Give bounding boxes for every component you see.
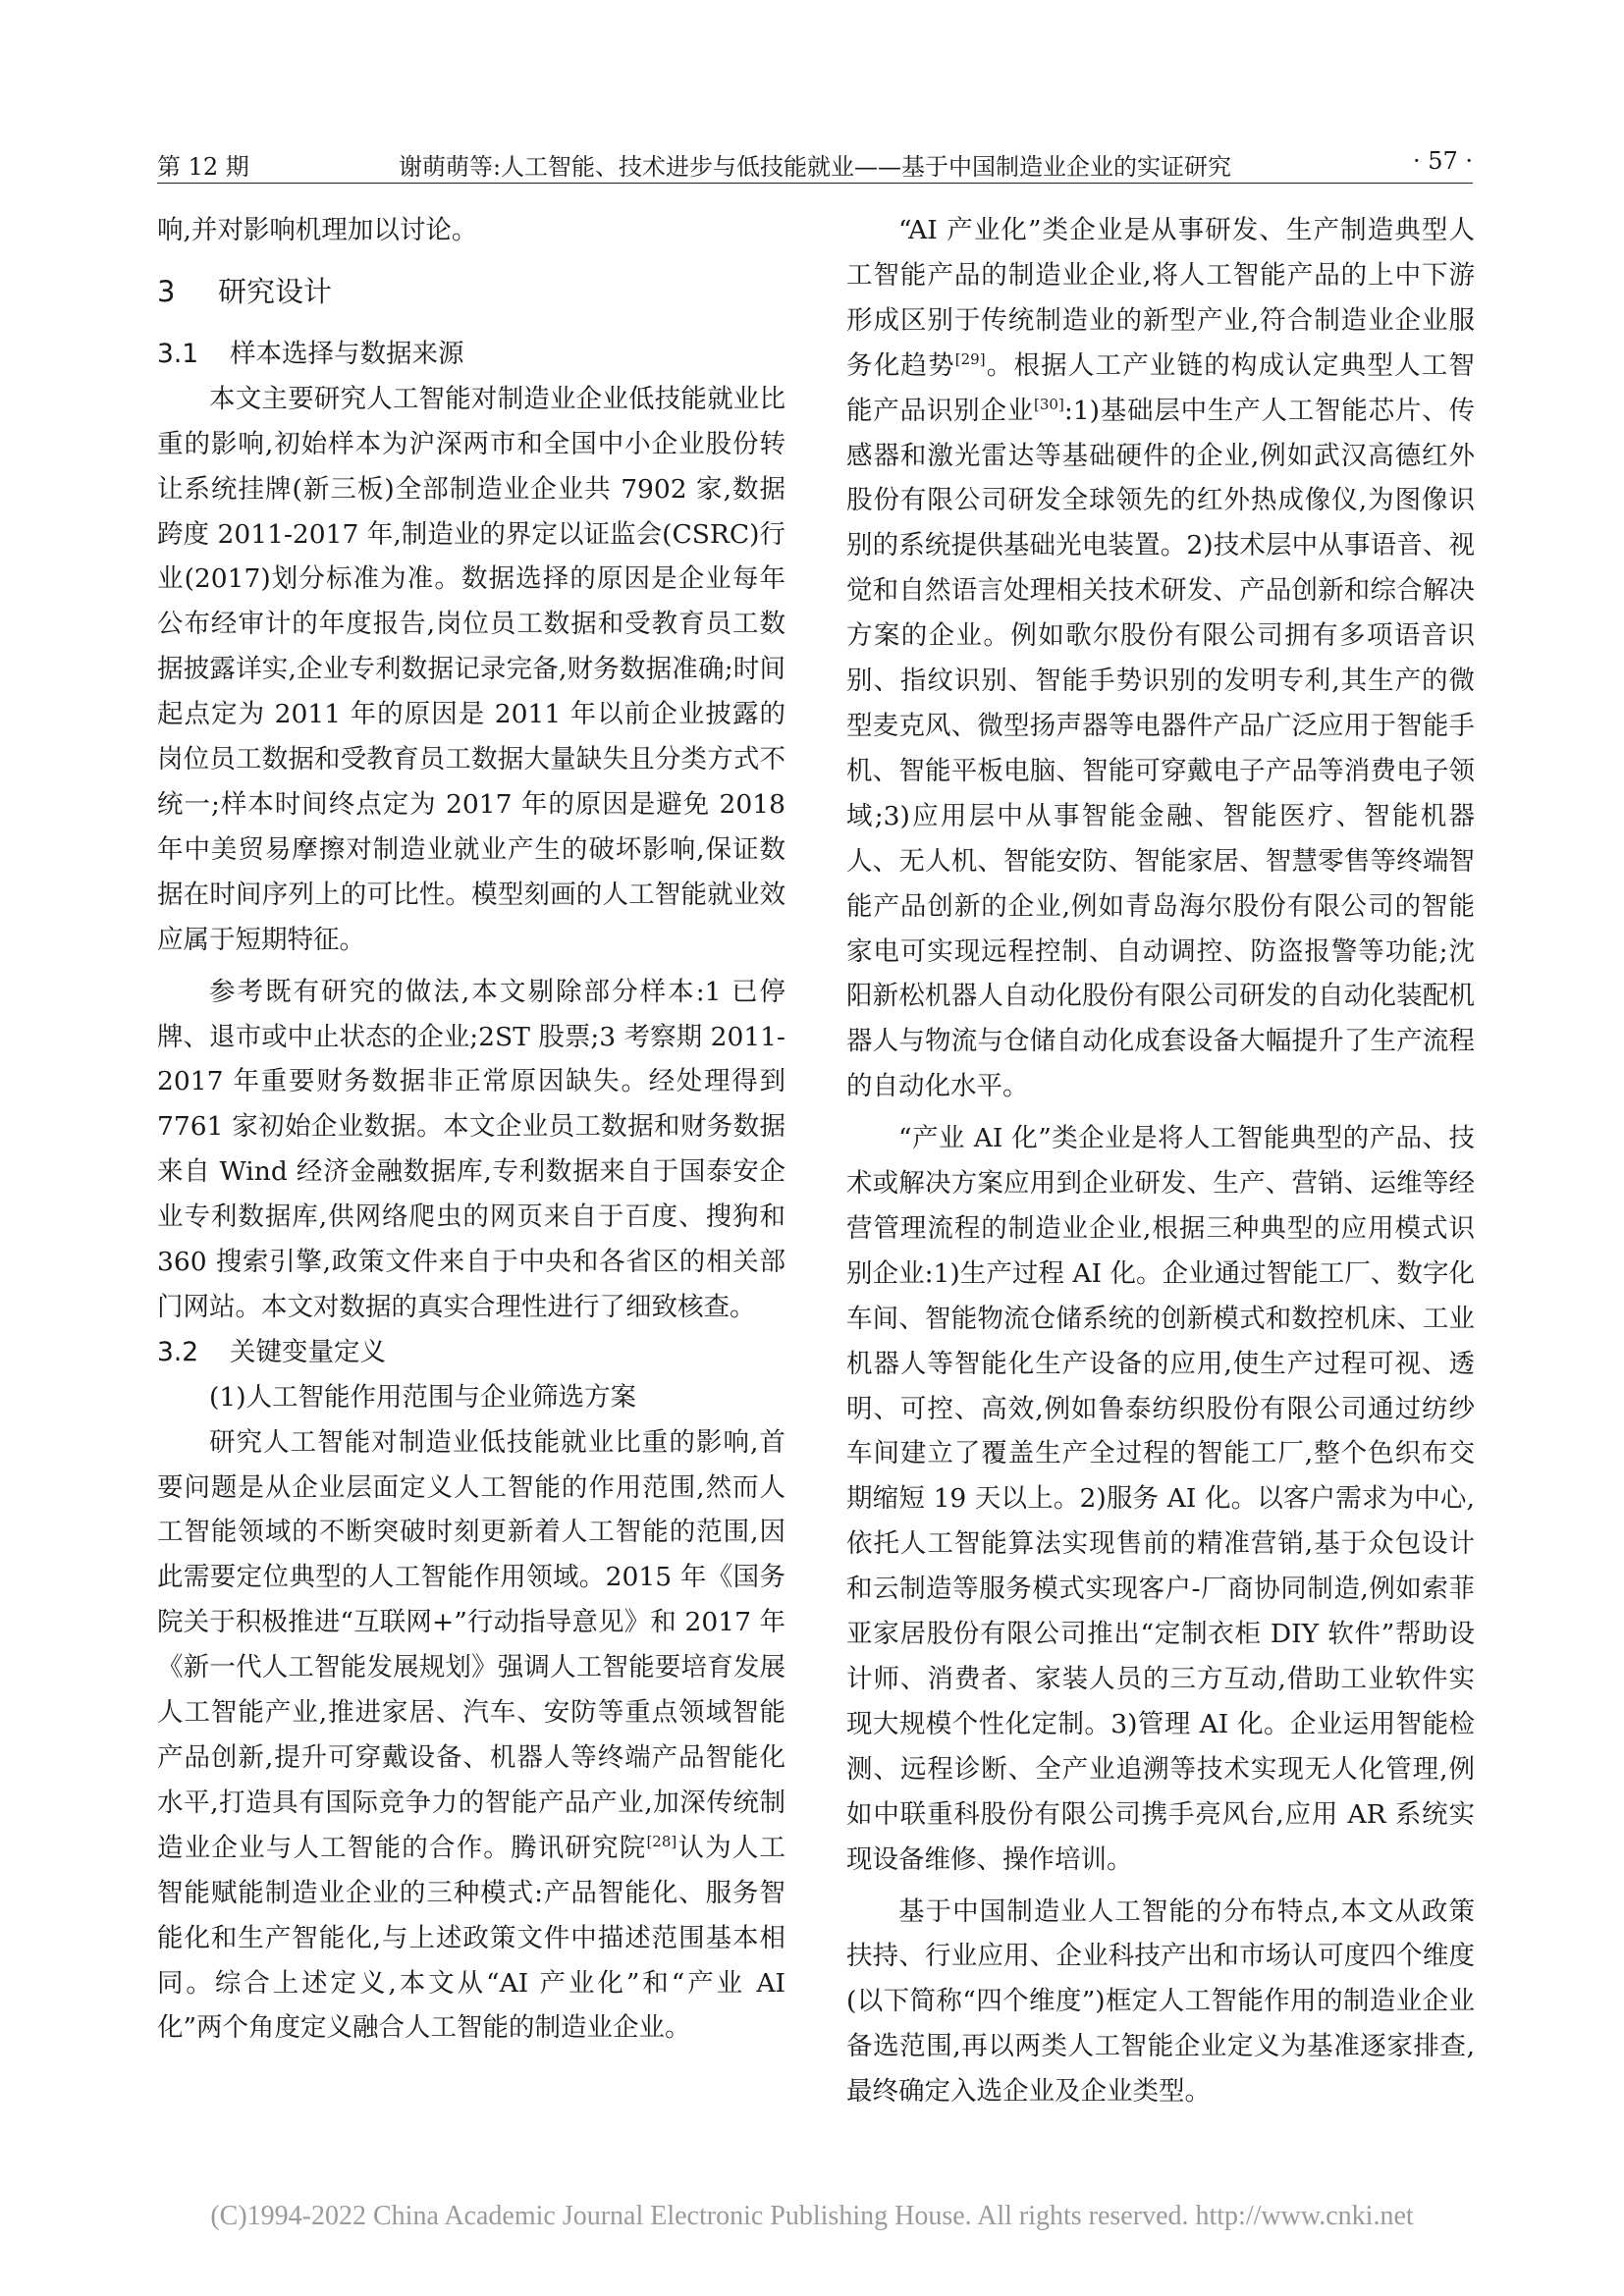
paragraph-ai-industrialization [846, 208, 1475, 1109]
item-heading: (1)人工智能作用范围与企业筛选方案 [209, 1381, 637, 1413]
running-title: 谢萌萌等:人工智能、技术进步与低技能就业——基于中国制造业企业的实证研究 [398, 153, 1232, 181]
paragraph-ai-scope [157, 1420, 785, 2052]
page-number: · 57 · [1412, 147, 1473, 175]
paragraph-text: :1)基础层中生产人工智能芯片、传感器和激光雷达等基础硬件的企业,例如武汉高德红外股份有限公司研发全球领先的红外热成像仪,为图像识别的系统提供基础光电装置。2)技术层中从事语音、视觉和自然语言处理相关技术研发、产品创新和综合解决方案的企业。例如歌尔股份有限公司拥有多项语音识别、指纹识别、智能手势识别的发明专利,其生产的微型麦克风、微型扬声器等电器件产品广泛应用于智能手机、智能平板电脑、智能可穿戴电子产品等消费电子领域;3)应用层中从事智能金融、智能医疗、智能机器人、无人机、智能安防、智能家居、智慧零售等终端智能产品创新的企业,例如青岛海尔股份有限公司的智能家电可实现远程控制、自动调控、防盗报警等功能;沈阳新松机器人自动化股份有限公司研发的自动化装配机器人与物流与仓储自动化成套设备大幅提升了生产流程的自动化水平。 [846, 395, 1475, 1102]
right-column [846, 208, 1475, 2114]
section-title: 研究设计 [218, 274, 333, 308]
paragraph-industry-ai: “产业 AI 化”类企业是将人工智能典型的产品、技术或解决方案应用到企业研发、生产、营销、运维等经营管理流程的制造业企业,根据三种典型的应用模式识别企业:1)生产过程 AI 化。企业通过智能工厂、数字化车间、智能物流仓储系统的创新模式和数控机床、工业机器人等智能化生产设备的应用,使生产过程可视、透明、可控、高效,例如鲁泰纺织股份有限公司通过纺纱车间建立了覆盖生产全过程的智能工厂,整个色织布交期缩短 19 天以上。2)服务 AI 化。以客户需求为中心,依托人工智能算法实现售前的精准营销,基于众包设计和云制造等服务模式实现客户-厂商协同制造,例如索菲亚家居股份有限公司推出“定制衣柜 DIY 软件”帮助设计师、消费者、家装人员的三方互动,借助工业软件实现大规模个性化定制。3)管理 AI 化。企业运用智能检测、远程诊断、全产业追溯等技术实现无人化管理,例如中联重科股份有限公司携手亮风台,应用 AR 系统实现设备维修、操作培训。 [846, 1123, 1475, 1875]
paragraph-text: 认为人工智能赋能制造业企业的三种模式:产品智能化、服务智能化和生产智能化,与上述政策文件中描述范围基本相同。综合上述定义,本文从“AI 产业化”和“产业 AI 化”两个角度定义融合人工智能的制造业企业。 [157, 1832, 786, 2044]
paragraph-sample-filtering: 参考既有研究的做法,本文剔除部分样本:1 已停牌、退市或中止状态的企业;2ST 股票;3 考察期 2011-2017 年重要财务数据非正常原因缺失。经处理得到 7761 家初始企业数据。本文企业员工数据和财务数据来自 Wind 经济金融数据库,专利数据来自于国泰安企业专利数据库,供网络爬虫的网页来自于百度、搜狗和 360 搜索引擎,政策文件来自于中央和各省区的相关部门网站。本文对数据的真实合理性进行了细致核查。 [157, 976, 785, 1322]
subsection-title: 样本选择与数据来源 [230, 338, 464, 369]
journal-issue: 第 12 期 [157, 153, 249, 181]
section-number: 3 [157, 274, 176, 308]
continued-paragraph: 响,并对影响机理加以讨论。 [157, 215, 478, 245]
paragraph-text: 研究人工智能对制造业低技能就业比重的影响,首要问题是从企业层面定义人工智能的作用范围,然而人工智能领域的不断突破时刻更新着人工智能的范围,因此需要定位典型的人工智能作用领域。2015 年《国务院关于积极推进“互联网+”行动指导意见》和 2017 年《新一代人工智能发展规划》强调人工智能要培育发展人工智能产业,推进家居、汽车、安防等重点领域智能产品创新,提升可穿戴设备、机器人等终端产品智能化水平,打造具有国际竞争力的智能产品产业,加深传统制造业企业与人工智能的合作。腾讯研究院 [157, 1426, 785, 1863]
subsection-heading-3-2 [157, 1330, 785, 1375]
left-column [157, 208, 785, 2051]
subsection-heading-3-1 [157, 332, 785, 377]
citation-29: [29] [954, 349, 986, 368]
citation-30: [30] [1034, 395, 1064, 413]
subsection-title: 关键变量定义 [230, 1336, 386, 1367]
paragraph-four-dimensions: 基于中国制造业人工智能的分布特点,本文从政策扶持、行业应用、企业科技产出和市场认可度四个维度(以下简称“四个维度”)框定人工智能作用的制造业企业备选范围,再以两类人工智能企业定义为基准逐家排查,最终确定入选企业及企业类型。 [846, 1896, 1475, 2108]
paragraph-sample-selection: 本文主要研究人工智能对制造业企业低技能就业比重的影响,初始样本为沪深两市和全国中小企业股份转让系统挂牌(新三板)全部制造业企业共 7902 家,数据跨度 2011-2017 年,制造业的界定以证监会(CSRC)行业(2017)划分标准为准。数据选择的原因是企业每年公布经审计的年度报告,岗位员工数据和受教育员工数据披露详实,企业专利数据记录完备,财务数据准确;时间起点定为 2011 年的原因是 2011 年以前企业披露的岗位员工数据和受教育员工数据大量缺失且分类方式不统一;样本时间终点定为 2017 年的原因是避免 2018 年中美贸易摩擦对制造业就业产生的破坏影响,保证数据在时间序列上的可比性。模型刻画的人工智能就业效应属于短期特征。 [157, 383, 785, 955]
section-heading [157, 269, 785, 314]
citation-28: [28] [646, 1832, 677, 1850]
running-header [157, 143, 1473, 184]
paragraph-text: “AI 产业化”类企业是从事研发、生产制造典型人工智能产品的制造业企业,将人工智能产品的上中下游形成区别于传统制造业的新型产业,符合制造业企业服务化趋势 [846, 215, 1475, 381]
copyright-footer: (C)1994-2022 China Academic Journal Electronic Publishing House. All rights reserved. http://www.cnki.net [210, 2201, 1414, 2231]
subsection-number: 3.1 [157, 338, 199, 369]
subsection-number: 3.2 [157, 1336, 199, 1367]
paragraph-text: 。根据人工产业链的构成认定典型人工智能产品识别企业 [846, 349, 1476, 426]
